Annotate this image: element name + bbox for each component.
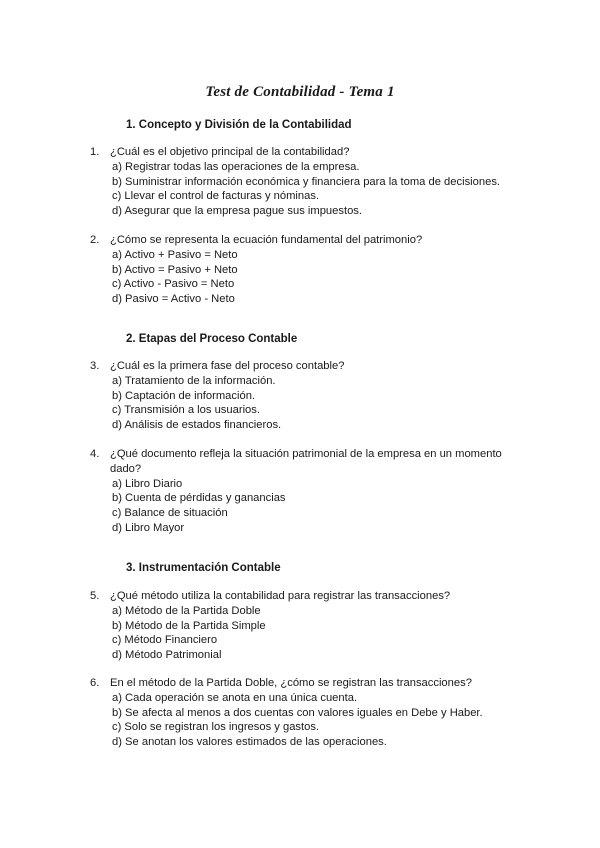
answer-option: d) Asegurar que la empresa pague sus impuestos.	[112, 205, 362, 218]
answer-option: b) Suministrar información económica y financiera para la toma de decisiones.	[112, 175, 501, 188]
answer-option: c) Método Financiero	[112, 634, 218, 647]
question-text-continued: dado?	[110, 462, 142, 475]
answer-option: a) Tratamiento de la información.	[112, 374, 276, 387]
question-text: ¿Cuál es el objetivo principal de la contabilidad?	[110, 146, 350, 158]
answer-option: c) Activo - Pasivo = Neto	[112, 278, 235, 291]
answer-option: b) Activo = Pasivo + Neto	[112, 263, 238, 276]
answer-option: a) Cada operación se anota en una única cuenta.	[112, 691, 358, 704]
question-3	[90, 359, 510, 433]
answer-option: c) Llevar el control de facturas y nóminas.	[112, 190, 320, 203]
answer-option: a) Registrar todas las operaciones de la empresa.	[112, 160, 360, 173]
question-number: 4.	[90, 448, 100, 460]
question-2	[90, 233, 510, 307]
question-5	[90, 589, 510, 663]
answer-option: c) Solo se registran los ingresos y gastos.	[112, 721, 320, 734]
answer-option: c) Transmisión a los usuarios.	[112, 404, 260, 417]
answer-option: d) Análisis de estados financieros.	[112, 419, 282, 432]
question-1	[90, 145, 510, 219]
question-number: 1.	[90, 146, 100, 158]
section-heading: 1. Concepto y División de la Contabilidad	[126, 119, 352, 131]
answer-option: b) Captación de información.	[112, 389, 256, 402]
answer-option: a) Método de la Partida Doble	[112, 604, 261, 617]
question-text: ¿Qué documento refleja la situación patrimonial de la empresa en un momento	[110, 448, 502, 460]
answer-option: d) Se anotan los valores estimados de las operaciones.	[112, 736, 387, 749]
answer-option: d) Método Patrimonial	[112, 649, 222, 662]
document-title: Test de Contabilidad - Tema 1	[205, 84, 395, 100]
question-number: 6.	[90, 677, 100, 689]
question-number: 3.	[90, 360, 100, 372]
question-text: ¿Cuál es la primera fase del proceso contable?	[110, 360, 345, 372]
question-4	[90, 447, 510, 536]
answer-option: d) Libro Mayor	[112, 521, 185, 534]
answer-option: c) Balance de situación	[112, 507, 228, 520]
question-number: 5.	[90, 590, 100, 602]
answer-option: a) Libro Diario	[112, 477, 183, 490]
answer-option: b) Método de la Partida Simple	[112, 619, 266, 632]
question-number: 2.	[90, 234, 100, 246]
question-text: En el método de la Partida Doble, ¿cómo se registran las transacciones?	[110, 677, 472, 689]
answer-option: b) Cuenta de pérdidas y ganancias	[112, 492, 286, 505]
section-heading: 2. Etapas del Proceso Contable	[126, 333, 298, 345]
answer-option: a) Activo + Pasivo = Neto	[112, 248, 238, 261]
question-text: ¿Cómo se representa la ecuación fundamental del patrimonio?	[110, 234, 423, 246]
question-text: ¿Qué método utiliza la contabilidad para registrar las transacciones?	[110, 590, 451, 602]
section-heading: 3. Instrumentación Contable	[126, 562, 281, 574]
answer-option: d) Pasivo = Activo - Neto	[112, 293, 235, 306]
answer-option: b) Se afecta al menos a dos cuentas con valores iguales en Debe y Haber.	[112, 706, 483, 719]
question-6	[90, 676, 510, 750]
